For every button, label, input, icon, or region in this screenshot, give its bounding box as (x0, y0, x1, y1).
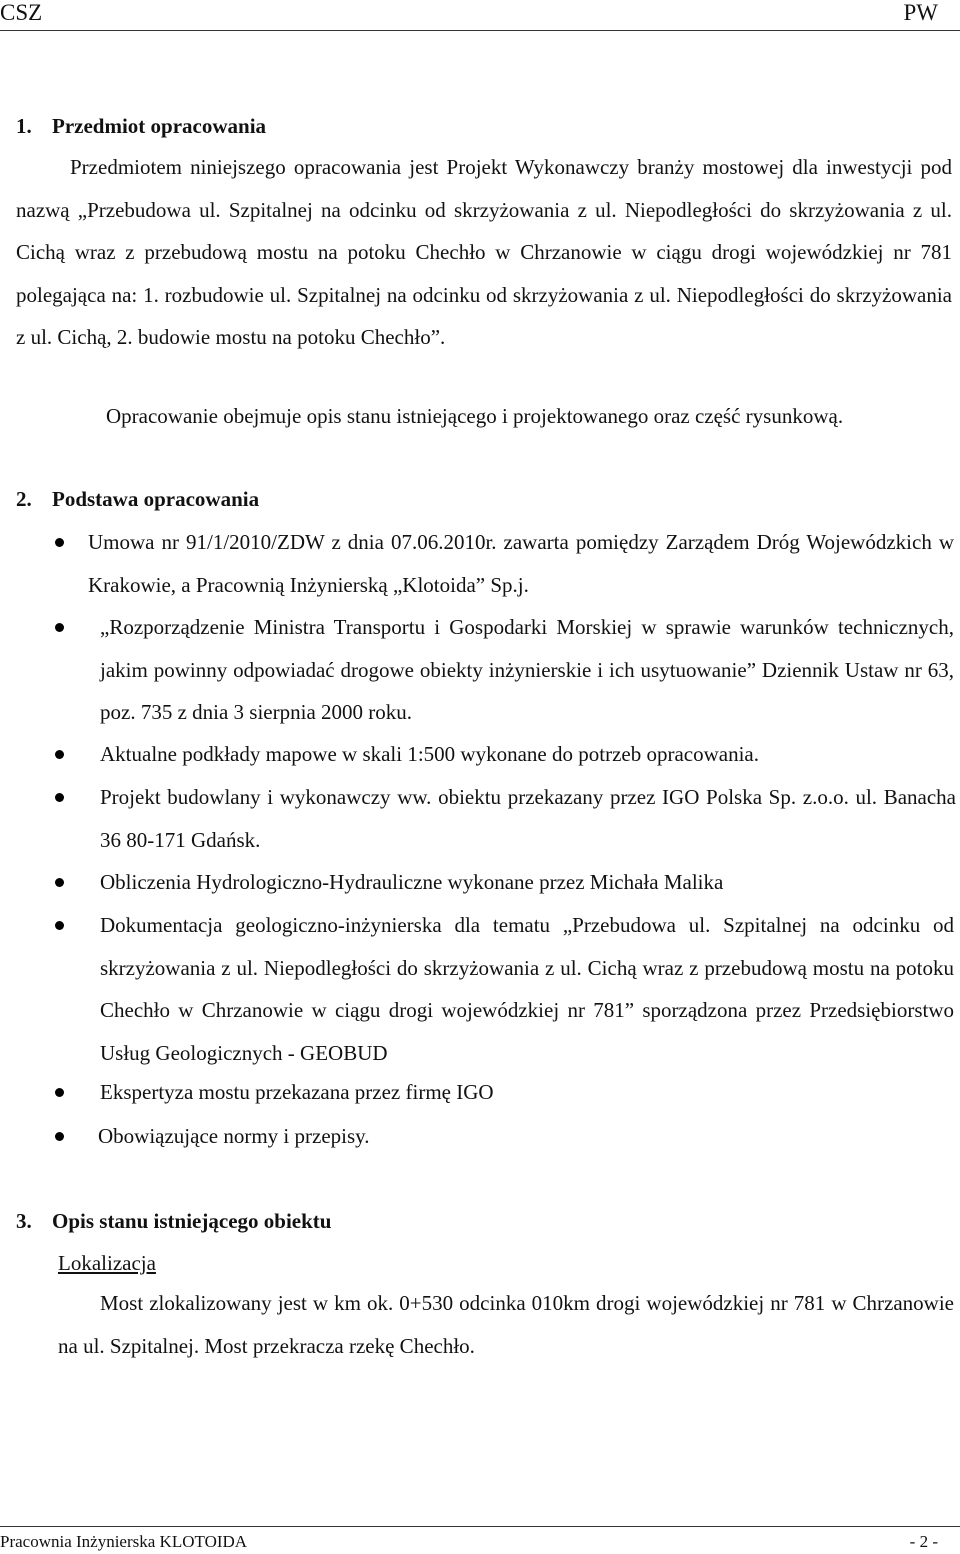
header-left-code: CSZ (0, 0, 43, 25)
section-1-title: Przedmiot opracowania (52, 114, 267, 138)
section-2-number: 2. (16, 487, 32, 511)
section-2-title: Podstawa opracowania (52, 487, 260, 511)
bullet-icon (55, 750, 64, 759)
section-3-subheading: Lokalizacja (58, 1251, 156, 1275)
section-3-heading (16, 1208, 331, 1234)
section-1-number: 1. (16, 114, 32, 138)
header-divider (0, 30, 960, 31)
basis-item-6: Dokumentacja geologiczno-inżynierska dla tematu „Przebudowa ul. Szpitalnej na odcinku od skrzyżowania z ul. Niepodległości do skrzyżowania z ul. Cichą wraz z przebudową mostu na potoku Chechło w Chrzanowie w ciągu drogi wojewódzkiej nr 781” sporządzona przez Przedsiębiorstwo Usług Geologicznych - GEOBUD (100, 913, 954, 1065)
bullet-icon (55, 623, 64, 632)
bullet-icon (55, 878, 64, 887)
bullet-icon (55, 1132, 64, 1141)
section-1-paragraph-text: Przedmiotem niniejszego opracowania jest Projekt Wykonawczy branży mostowej dla inwestycji pod nazwą „Przebudowa ul. Szpitalnej na odcinku od skrzyżowania z ul. Niepodległości do skrzyżowania z ul. Cichą wraz z przebudową mostu na potoku Chechło w Chrzanowie w ciągu drogi wojewódzkiej nr 781 polegająca na: 1. rozbudowie ul. Szpitalnej na odcinku od skrzyżowania z ul. Niepodległości do skrzyżowania z ul. Cichą, 2. budowie mostu na potoku Chechło”. (16, 155, 952, 349)
footer-company: Pracownia Inżynierska KLOTOIDA (0, 1532, 248, 1551)
bullet-icon (55, 921, 64, 930)
section-3-paragraph-text: Most zlokalizowany jest w km ok. 0+530 odcinka 010km drogi wojewódzkiej nr 781 w Chrzanowie na ul. Szpitalnej. Most przekracza rzekę Chechło. (58, 1291, 954, 1358)
basis-item-3: Aktualne podkłady mapowe w skali 1:500 wykonane do potrzeb opracowania. (100, 742, 759, 766)
basis-item-7: Ekspertyza mostu przekazana przez firmę IGO (100, 1080, 494, 1104)
section-2-heading (16, 486, 259, 512)
section-3-paragraph (58, 1282, 954, 1367)
bullet-icon (55, 1088, 64, 1097)
section-1-paragraph (16, 146, 952, 359)
footer-page-number: - 2 - (909, 1532, 938, 1551)
header-right-code: PW (903, 0, 938, 25)
basis-item-4: Projekt budowlany i wykonawczy ww. obiektu przekazany przez IGO Polska Sp. z.o.o. ul. Banacha 36 80-171 Gdańsk. (100, 785, 956, 852)
bullet-icon (55, 538, 64, 547)
basis-item-2: „Rozporządzenie Ministra Transportu i Gospodarki Morskiej w sprawie warunków technicznych, jakim powinny odpowiadać drogowe obiekty inżynierskie i ich usytuowanie” Dziennik Ustaw nr 63, poz. 735 z dnia 3 sierpnia 2000 roku. (100, 615, 954, 724)
section-3-title: Opis stanu istniejącego obiektu (52, 1209, 332, 1233)
basis-item-8: Obowiązujące normy i przepisy. (98, 1124, 370, 1148)
footer-divider (0, 1526, 960, 1527)
basis-item-5: Obliczenia Hydrologiczno-Hydrauliczne wykonane przez Michała Malika (100, 870, 724, 894)
bullet-icon (55, 793, 64, 802)
section-3-number: 3. (16, 1209, 32, 1233)
basis-item-1: Umowa nr 91/1/2010/ZDW z dnia 07.06.2010r. zawarta pomiędzy Zarządem Dróg Wojewódzkich w Krakowie, a Pracownią Inżynierską „Klotoida” Sp.j. (88, 530, 954, 597)
section-1-paragraph-2: Opracowanie obejmuje opis stanu istniejącego i projektowanego oraz część rysunkową. (106, 404, 844, 428)
section-1-heading (16, 113, 266, 139)
